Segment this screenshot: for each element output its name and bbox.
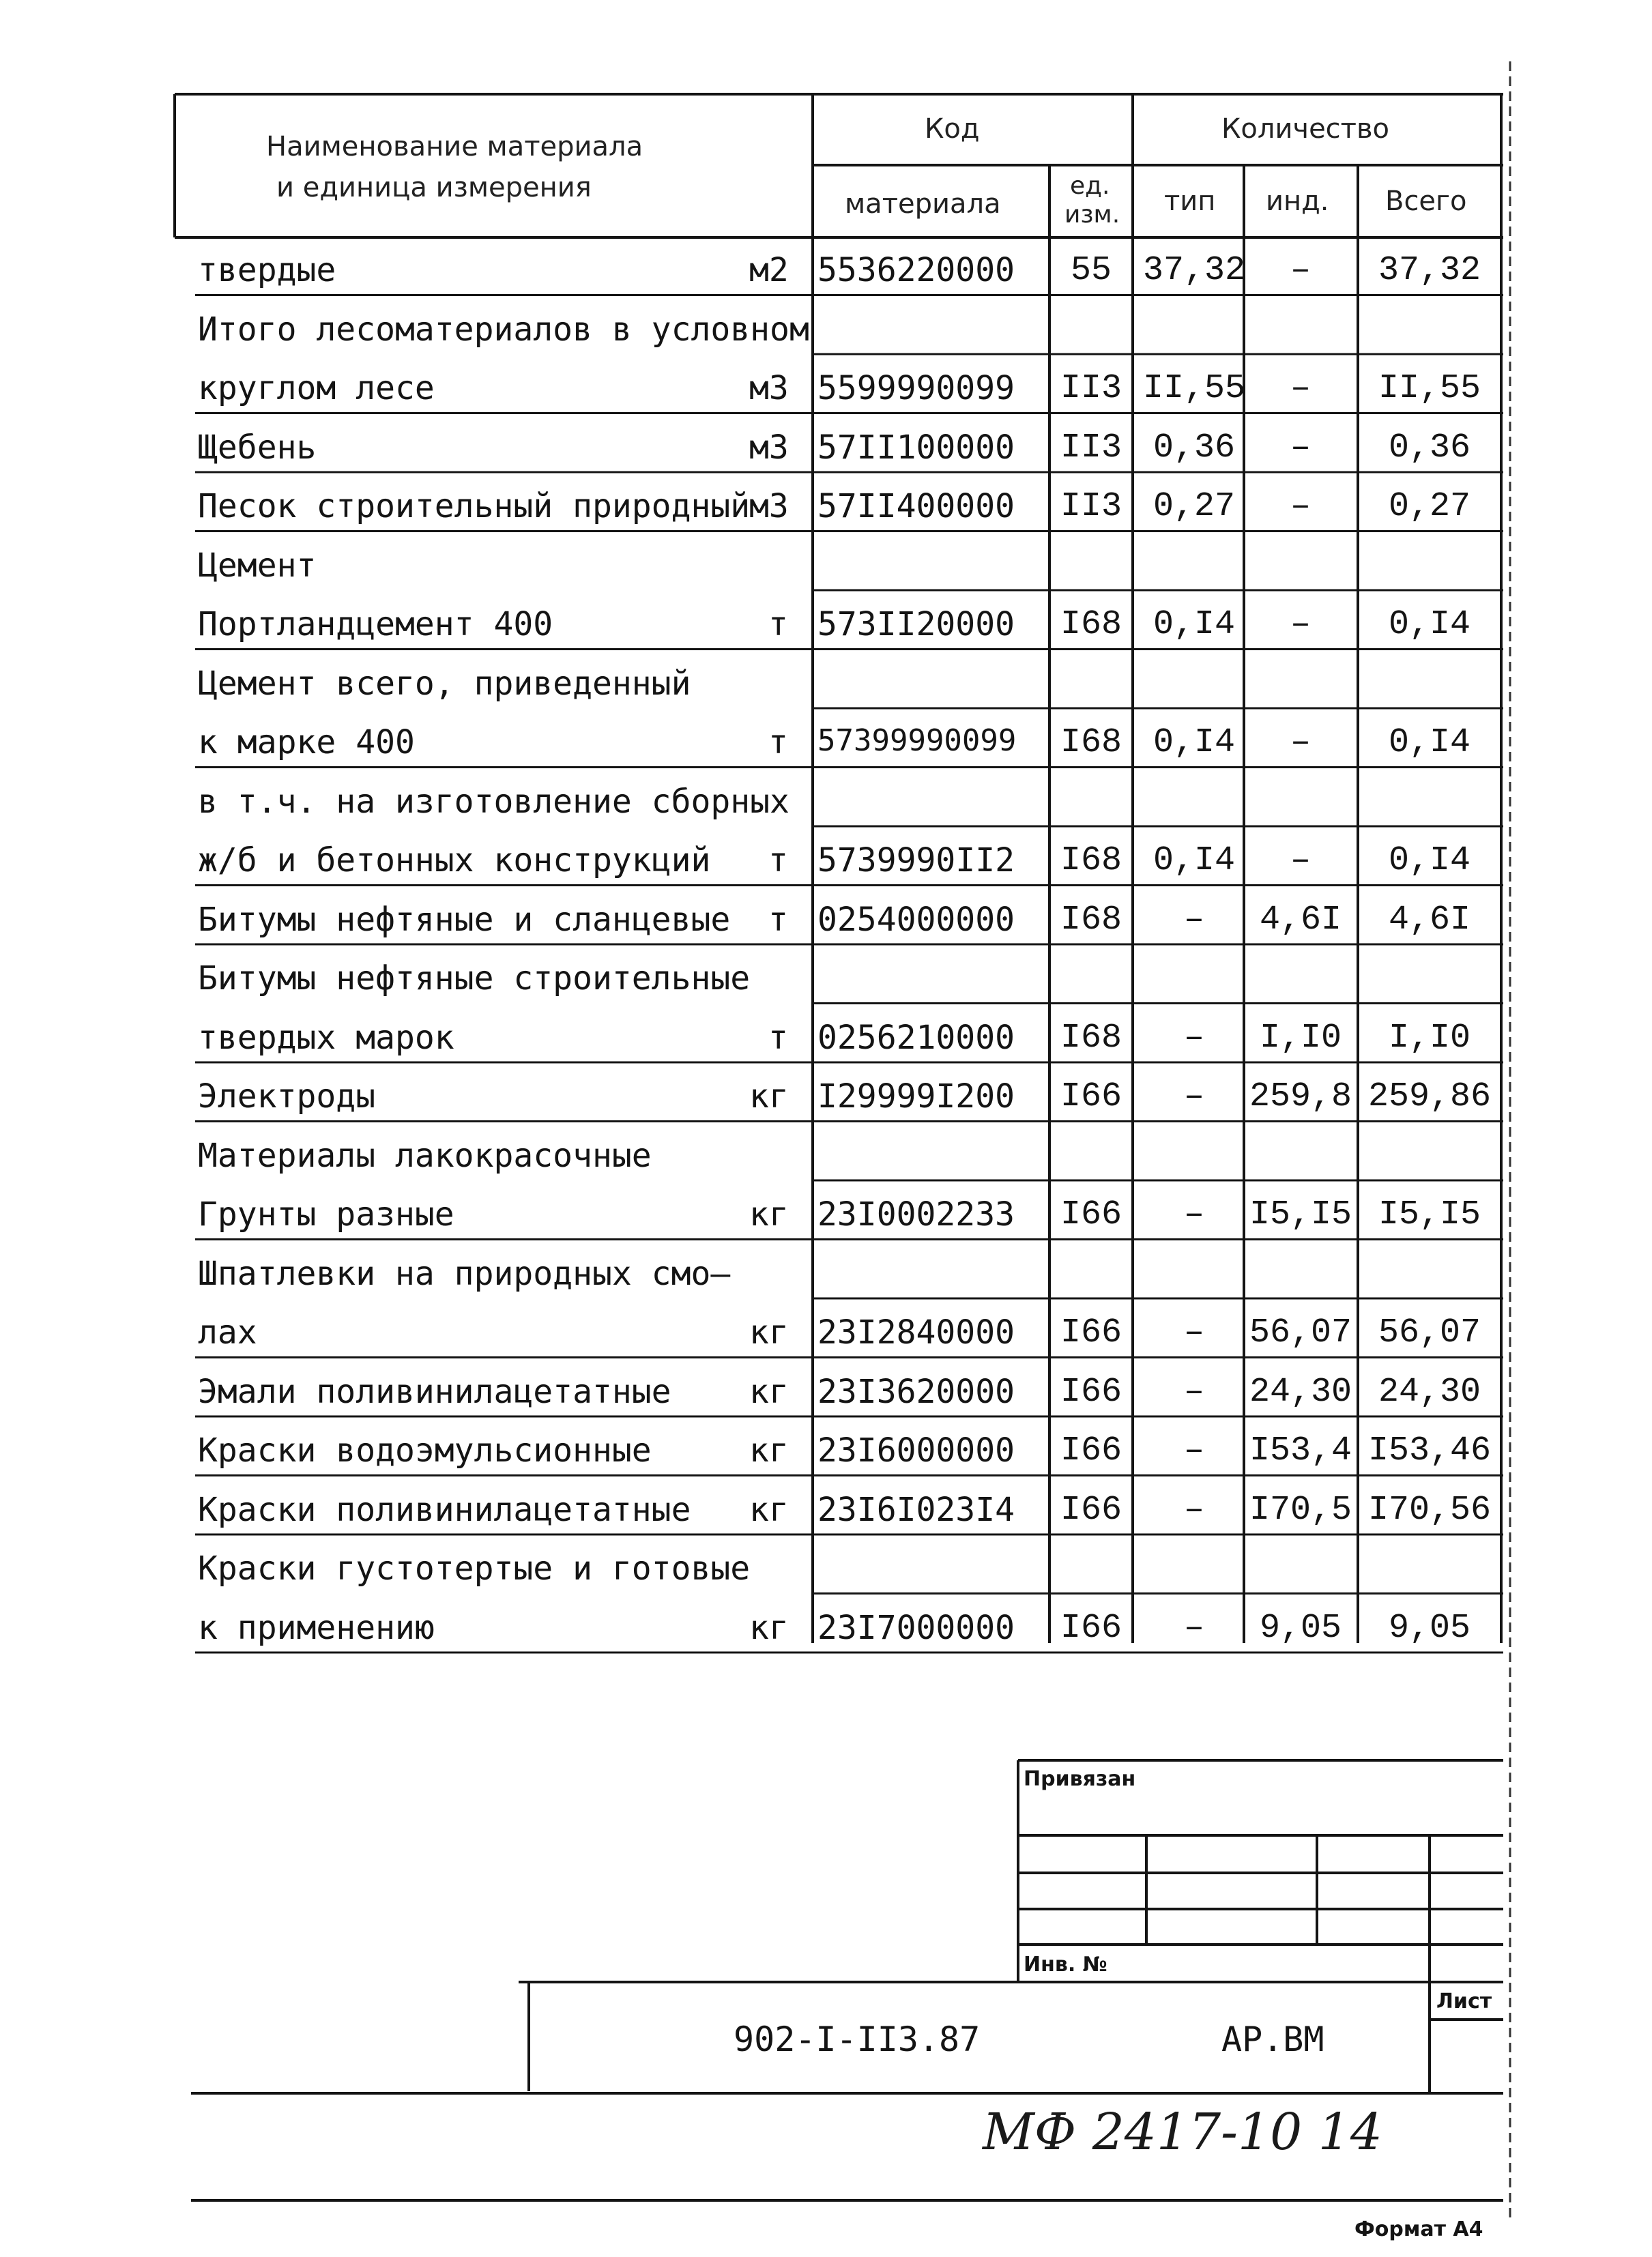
row-22-uc: I66 [1060, 1490, 1122, 1530]
row-13-name: Битумы нефтяные строительные [198, 959, 751, 998]
row-15-code: I29999I200 [817, 1077, 1015, 1116]
row-3-typ: II,55 [1142, 369, 1246, 408]
row-17-ind: I5,I5 [1249, 1195, 1352, 1234]
row-12-uc: I68 [1060, 900, 1122, 940]
row-19-ind: 56,07 [1249, 1313, 1352, 1352]
row-14-name: твердых марок [198, 1018, 454, 1057]
row-9-uc: I68 [1060, 723, 1122, 762]
row-12-name: Битумы нефтяные и сланцевые [198, 900, 731, 939]
header-name-line2: и единица измерения [276, 172, 592, 203]
row-1-code: 5536220000 [817, 251, 1015, 289]
row-21-uc: I66 [1060, 1431, 1122, 1470]
row-5-uc: II3 [1060, 487, 1122, 526]
header-unit-line2: изм. [1064, 201, 1120, 229]
row-18-name: Шпатлевки на природных смо– [198, 1254, 731, 1293]
row-15-unit: кг [749, 1077, 789, 1116]
stamp-linked-label: Привязан [1024, 1767, 1136, 1791]
row-21-typ: – [1183, 1431, 1205, 1470]
header-ind: инд. [1266, 186, 1329, 217]
row-19-code: 23I2840000 [817, 1313, 1015, 1352]
row-1-total: 37,32 [1378, 251, 1481, 290]
row-8-name: Цемент всего, приведенный [198, 664, 691, 703]
row-5-typ: 0,27 [1153, 487, 1236, 526]
row-7-code: 573II20000 [817, 605, 1015, 643]
stamp-inv-label: Инв. № [1024, 1953, 1107, 1977]
row-17-uc: I66 [1060, 1195, 1122, 1234]
row-17-code: 23I0002233 [817, 1195, 1015, 1234]
handwritten-inventory-number: МФ 2417-10 14 [983, 2103, 1382, 2161]
row-24-typ: – [1183, 1608, 1205, 1648]
row-1-uc: 55 [1070, 251, 1112, 290]
row-19-total: 56,07 [1378, 1313, 1481, 1352]
row-11-ind: – [1290, 841, 1312, 880]
row-4-total: 0,36 [1388, 428, 1471, 467]
row-3-name: круглом лесе [198, 369, 435, 407]
row-22-name: Краски поливинилацетатные [198, 1490, 691, 1529]
row-24-unit: кг [749, 1608, 789, 1647]
stamp-document-code: 902-I-II3.87 [734, 2020, 981, 2059]
row-12-unit: т [768, 900, 788, 939]
row-7-typ: 0,I4 [1153, 605, 1236, 644]
row-20-total: 24,30 [1378, 1372, 1481, 1412]
row-21-ind: I53,4 [1249, 1431, 1352, 1470]
row-23-name: Краски густотертые и готовые [198, 1549, 751, 1588]
row-9-name: к марке 400 [198, 723, 415, 761]
row-14-unit: т [768, 1018, 788, 1057]
row-14-ind: I,I0 [1259, 1018, 1342, 1058]
row-7-total: 0,I4 [1388, 605, 1471, 644]
row-14-total: I,I0 [1388, 1018, 1471, 1058]
row-15-total: 259,86 [1367, 1077, 1492, 1116]
row-11-code: 5739990II2 [817, 841, 1015, 879]
row-17-typ: – [1183, 1195, 1205, 1234]
row-24-code: 23I7000000 [817, 1608, 1015, 1647]
row-5-name: Песок строительный природный [198, 487, 751, 525]
row-5-unit: м3 [749, 487, 789, 525]
row-15-ind: 259,8 [1249, 1077, 1352, 1116]
row-14-uc: I68 [1060, 1018, 1122, 1058]
row-5-total: 0,27 [1388, 487, 1471, 526]
row-21-unit: кг [749, 1431, 789, 1470]
row-17-total: I5,I5 [1378, 1195, 1481, 1234]
row-15-typ: – [1183, 1077, 1205, 1116]
row-3-ind: – [1290, 369, 1312, 408]
row-10-name: в т.ч. на изготовление сборных [198, 782, 789, 821]
row-11-unit: т [768, 841, 788, 879]
header-quantity: Количество [1221, 113, 1390, 145]
row-19-name: лах [198, 1313, 257, 1352]
row-24-uc: I66 [1060, 1608, 1122, 1648]
row-21-code: 23I6000000 [817, 1431, 1015, 1470]
row-22-unit: кг [749, 1490, 789, 1529]
row-12-typ: – [1183, 900, 1205, 940]
row-5-ind: – [1290, 487, 1312, 526]
row-5-code: 57II400000 [817, 487, 1015, 525]
row-14-typ: – [1183, 1018, 1205, 1058]
row-11-typ: 0,I4 [1153, 841, 1236, 880]
row-7-name: Портландцемент 400 [198, 605, 553, 643]
row-7-unit: т [768, 605, 788, 643]
row-22-ind: I70,5 [1249, 1490, 1352, 1530]
row-4-name: Щебень [198, 428, 317, 467]
row-14-code: 0256210000 [817, 1018, 1015, 1057]
row-17-name: Грунты разные [198, 1195, 454, 1234]
row-12-code: 0254000000 [817, 900, 1015, 939]
row-21-name: Краски водоэмульсионные [198, 1431, 652, 1470]
row-17-unit: кг [749, 1195, 789, 1234]
row-22-typ: – [1183, 1490, 1205, 1530]
row-3-code: 5599990099 [817, 369, 1015, 407]
row-3-unit: м3 [749, 369, 789, 407]
row-11-name: ж/б и бетонных конструкций [198, 841, 711, 879]
row-4-unit: м3 [749, 428, 789, 467]
row-19-typ: – [1183, 1313, 1205, 1352]
row-24-name: к применению [198, 1608, 435, 1647]
row-4-ind: – [1290, 428, 1312, 467]
row-24-total: 9,05 [1388, 1608, 1471, 1648]
row-1-typ: 37,32 [1142, 251, 1246, 290]
row-9-total: 0,I4 [1388, 723, 1471, 762]
stamp-sheet-label: Лист [1436, 1990, 1492, 2013]
row-22-total: I70,56 [1367, 1490, 1492, 1530]
row-15-name: Электроды [198, 1077, 376, 1116]
row-6-name: Цемент [198, 546, 317, 585]
row-20-typ: – [1183, 1372, 1205, 1412]
row-9-ind: – [1290, 723, 1312, 762]
row-12-ind: 4,6I [1259, 900, 1342, 940]
row-1-unit: м2 [749, 251, 789, 289]
row-9-code: 57399990099 [817, 723, 1017, 758]
row-20-ind: 24,30 [1249, 1372, 1352, 1412]
row-3-uc: II3 [1060, 369, 1122, 408]
row-1-ind: – [1290, 251, 1312, 290]
row-9-typ: 0,I4 [1153, 723, 1236, 762]
header-name-line1: Наименование материала [266, 131, 643, 162]
row-4-typ: 0,36 [1153, 428, 1236, 467]
row-11-total: 0,I4 [1388, 841, 1471, 880]
row-15-uc: I66 [1060, 1077, 1122, 1116]
row-2-name: Итого лесоматериалов в условном [198, 310, 809, 349]
row-7-uc: I68 [1060, 605, 1122, 644]
row-21-total: I53,46 [1367, 1431, 1492, 1470]
row-19-uc: I66 [1060, 1313, 1122, 1352]
row-19-unit: кг [749, 1313, 789, 1352]
header-total: Всего [1385, 186, 1467, 217]
row-7-ind: – [1290, 605, 1312, 644]
row-3-total: II,55 [1378, 369, 1481, 408]
header-code: Код [925, 113, 980, 145]
row-20-name: Эмали поливинилацетатные [198, 1372, 671, 1411]
header-material: материала [845, 188, 1001, 220]
header-typ: тип [1164, 186, 1216, 217]
row-11-uc: I68 [1060, 841, 1122, 880]
row-4-uc: II3 [1060, 428, 1122, 467]
format-label: Формат А4 [1354, 2217, 1483, 2241]
row-4-code: 57II100000 [817, 428, 1015, 467]
row-20-unit: кг [749, 1372, 789, 1411]
row-1-name: твердые [198, 251, 336, 289]
row-20-uc: I66 [1060, 1372, 1122, 1412]
row-16-name: Материалы лакокрасочные [198, 1136, 652, 1175]
header-unit-line1: ед. [1070, 172, 1110, 200]
row-20-code: 23I3620000 [817, 1372, 1015, 1411]
row-24-ind: 9,05 [1259, 1608, 1342, 1648]
row-22-code: 23I6I023I4 [817, 1490, 1015, 1529]
stamp-document-mark: АР.ВМ [1221, 2020, 1324, 2059]
row-12-total: 4,6I [1388, 900, 1471, 940]
row-9-unit: т [768, 723, 788, 761]
